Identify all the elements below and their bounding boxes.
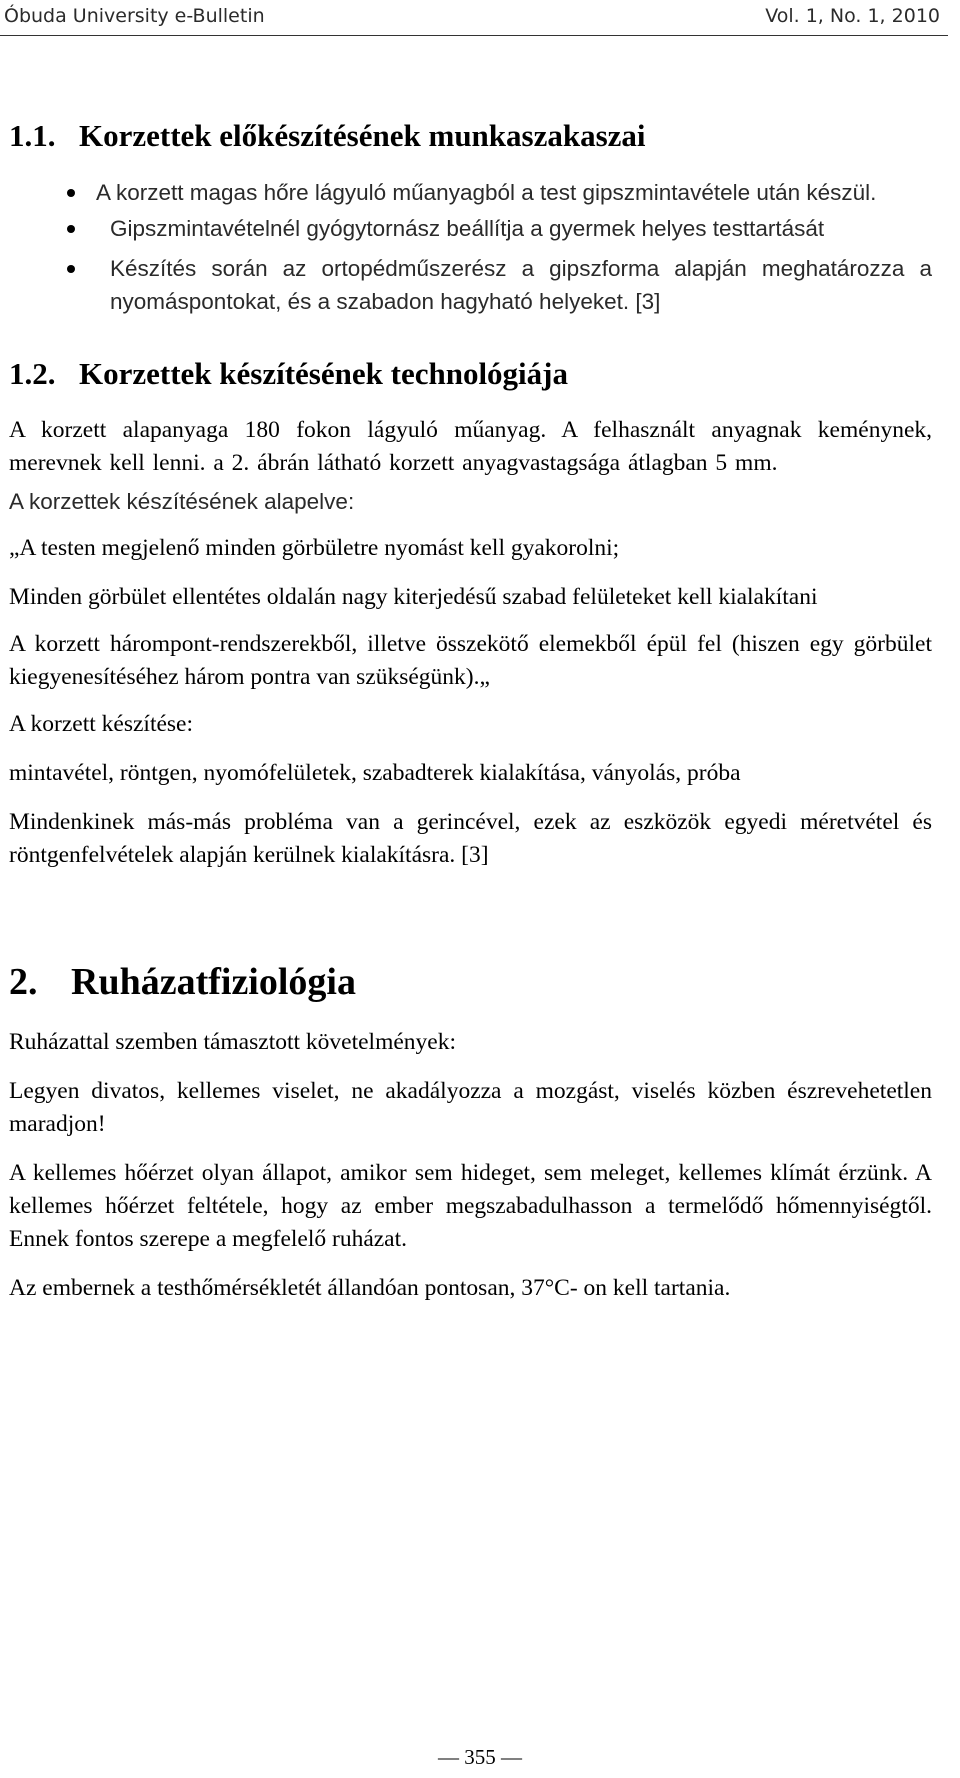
list-item-text: Gipszmintavételnél gyógytornász beállítja a gyermek helyes testtartását: [110, 216, 825, 241]
section-title: Ruházatfiziológia: [71, 961, 356, 1003]
paragraph: Legyen divatos, kellemes viselet, ne akadályozza a mozgást, viselés közben észrevehetetlen maradjon!: [9, 1078, 932, 1137]
bullet-icon: [67, 189, 75, 197]
section-number: 1.2.: [9, 356, 56, 391]
header-rule: [0, 35, 948, 36]
paragraph: A korzett hárompont-rendszerekből, illetve összekötő elemekből épül fel (hiszen egy görbület kiegyenesítéséhez három pontra van szükségünk).„: [9, 631, 932, 690]
paragraph: A korzett készítése:: [9, 711, 194, 737]
paragraph: Az embernek a testhőmérsékletét állandóan pontosan, 37°C- on kell tartania.: [9, 1275, 731, 1301]
section-title: Korzettek előkészítésének munkaszakaszai: [79, 118, 646, 153]
list-item-text: Készítés során az ortopédműszerész a gipszforma alapján meghatározza a nyomáspontokat, és a szabadon hagyható helyeket. [3]: [110, 256, 932, 314]
section-heading-2: [9, 960, 932, 1004]
list-item: [9, 212, 932, 246]
bullet-icon: [67, 225, 75, 233]
list-item: [9, 176, 932, 210]
paragraph: A korzett alapanyaga 180 fokon lágyuló műanyag. A felhasznált anyagnak keménynek, merevnek kell lenni. a 2. ábrán látható korzett anyagvastagsága átlagban 5 mm.: [9, 417, 932, 476]
section-body: [9, 1026, 932, 1305]
bullet-list: [9, 176, 932, 318]
paragraph: Mindenkinek más-más probléma van a gerincével, ezek az eszközök egyedi méretvétel és röntgenfelvételek alapján kerülnek kialakításra. [3]: [9, 809, 932, 868]
paragraph: Minden görbület ellentétes oldalán nagy kiterjedésű szabad felületeket kell kialakítani: [9, 584, 818, 610]
journal-name: Óbuda University e-Bulletin: [4, 5, 265, 27]
paragraph: A kellemes hőérzet olyan állapot, amikor sem hideget, sem meleget, kellemes klímát érzünk. A kellemes hőérzet feltétele, hogy az ember megszabadulhasson a termelődő hőmennyiségtől. Ennek fontos szerepe a megfelelő ruházat.: [9, 1160, 932, 1252]
list-item: [9, 252, 932, 318]
section-number: 1.1.: [9, 118, 56, 153]
list-item-text: A korzett magas hőre lágyuló műanyagból a test gipszmintavétele után készül.: [96, 180, 877, 205]
section-heading-1-1: [9, 118, 932, 154]
paragraph: Ruházattal szemben támasztott követelmények:: [9, 1029, 456, 1055]
page-number: — 355 —: [438, 1745, 522, 1769]
bullet-icon: [67, 265, 75, 273]
section-heading-1-2: [9, 356, 932, 392]
section-number: 2.: [9, 961, 38, 1003]
paragraph: A korzettek készítésének alapelve:: [9, 489, 355, 514]
page-content: [9, 118, 932, 1305]
paragraph: „A testen megjelenő minden görbületre nyomást kell gyakorolni;: [9, 535, 620, 561]
volume-info: Vol. 1, No. 1, 2010: [765, 5, 940, 27]
section-title: Korzettek készítésének technológiája: [79, 356, 568, 391]
running-header: [0, 0, 948, 37]
section-body: [9, 414, 932, 872]
paragraph: mintavétel, röntgen, nyomófelületek, szabadterek kialakítása, ványolás, próba: [9, 760, 741, 786]
